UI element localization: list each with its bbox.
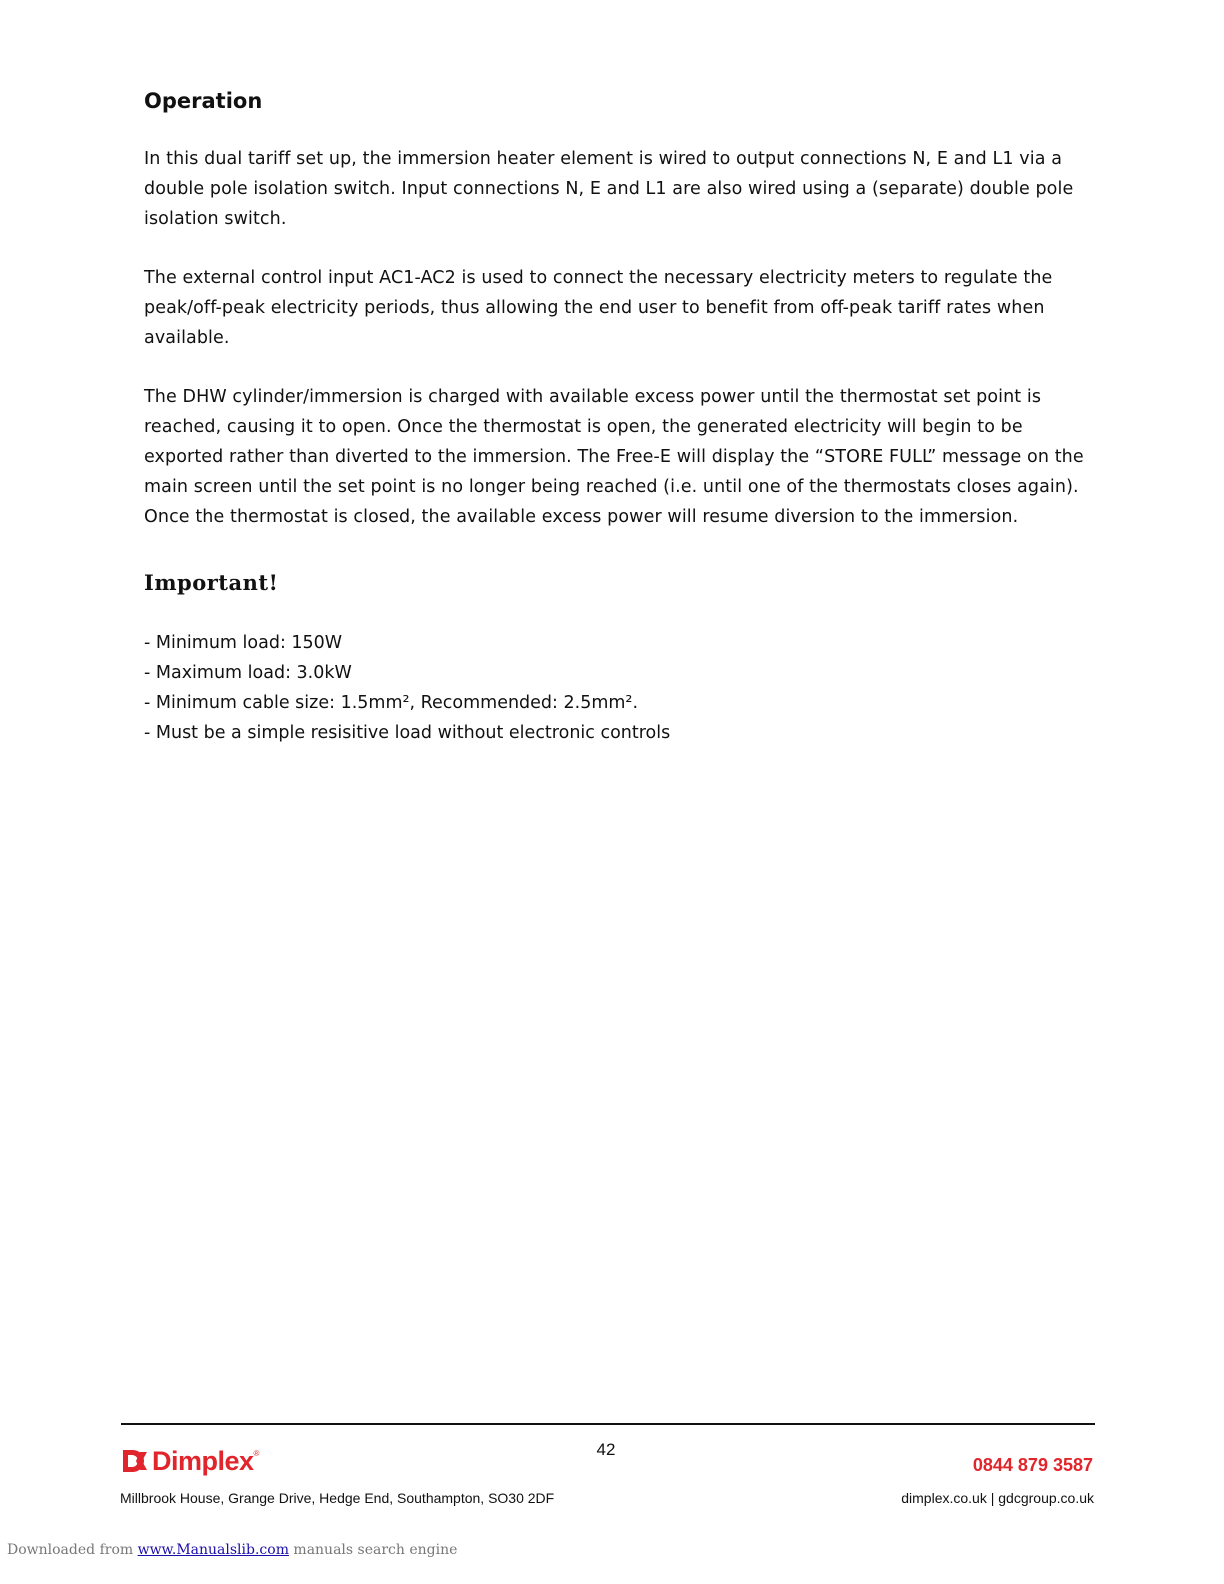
download-notice-prefix: Downloaded from xyxy=(7,1542,138,1558)
important-list xyxy=(144,628,1084,748)
registered-mark: ® xyxy=(253,1449,260,1458)
phone-number: 0844 879 3587 xyxy=(972,1455,1093,1475)
dimplex-logo xyxy=(120,1443,259,1479)
manualslib-link[interactable]: www.Manualslib.com xyxy=(137,1542,289,1558)
operation-paragraph-1: In this dual tariff set up, the immersion heater element is wired to output connections N, E and L1 via a double pole isolation switch. Input connections N, E and L1 are also wired using a (separate) double pole isolation switch. xyxy=(144,149,1074,229)
operation-paragraph-2: The external control input AC1-AC2 is used to connect the necessary electricity meters to regulate the peak/off-peak electricity periods, thus allowing the end user to benefit from off-peak tariff rates when available. xyxy=(144,268,1053,348)
operation-heading: Operation xyxy=(144,89,263,113)
list-item: - Minimum cable size: 1.5mm², Recommended: 2.5mm². xyxy=(144,693,639,713)
important-heading: Important! xyxy=(144,570,279,595)
page-number: 42 xyxy=(596,1440,616,1459)
download-notice xyxy=(7,1542,457,1558)
brand-name: Dimplex xyxy=(152,1445,254,1476)
list-item: - Maximum load: 3.0kW xyxy=(144,663,352,683)
company-websites: dimplex.co.uk | gdcgroup.co.uk xyxy=(901,1490,1094,1506)
dimplex-logo-icon xyxy=(120,1446,150,1476)
footer-divider xyxy=(121,1423,1095,1425)
download-notice-suffix: manuals search engine xyxy=(288,1542,458,1558)
page-content xyxy=(144,84,1084,748)
list-item: - Must be a simple resisitive load without electronic controls xyxy=(144,723,671,743)
list-item: - Minimum load: 150W xyxy=(144,633,343,653)
company-address: Millbrook House, Grange Drive, Hedge End, Southampton, SO30 2DF xyxy=(120,1490,555,1506)
operation-paragraph-3: The DHW cylinder/immersion is charged with available excess power until the thermostat set point is reached, causing it to open. Once the thermostat is open, the generated electricity will begin to be exported rather than diverted to the immersion. The Free-E will display the “STORE FULL” message on the main screen until the set point is no longer being reached (i.e. until one of the thermostats closes again). Once the thermostat is closed, the available excess power will resume diversion to the immersion. xyxy=(144,387,1084,527)
